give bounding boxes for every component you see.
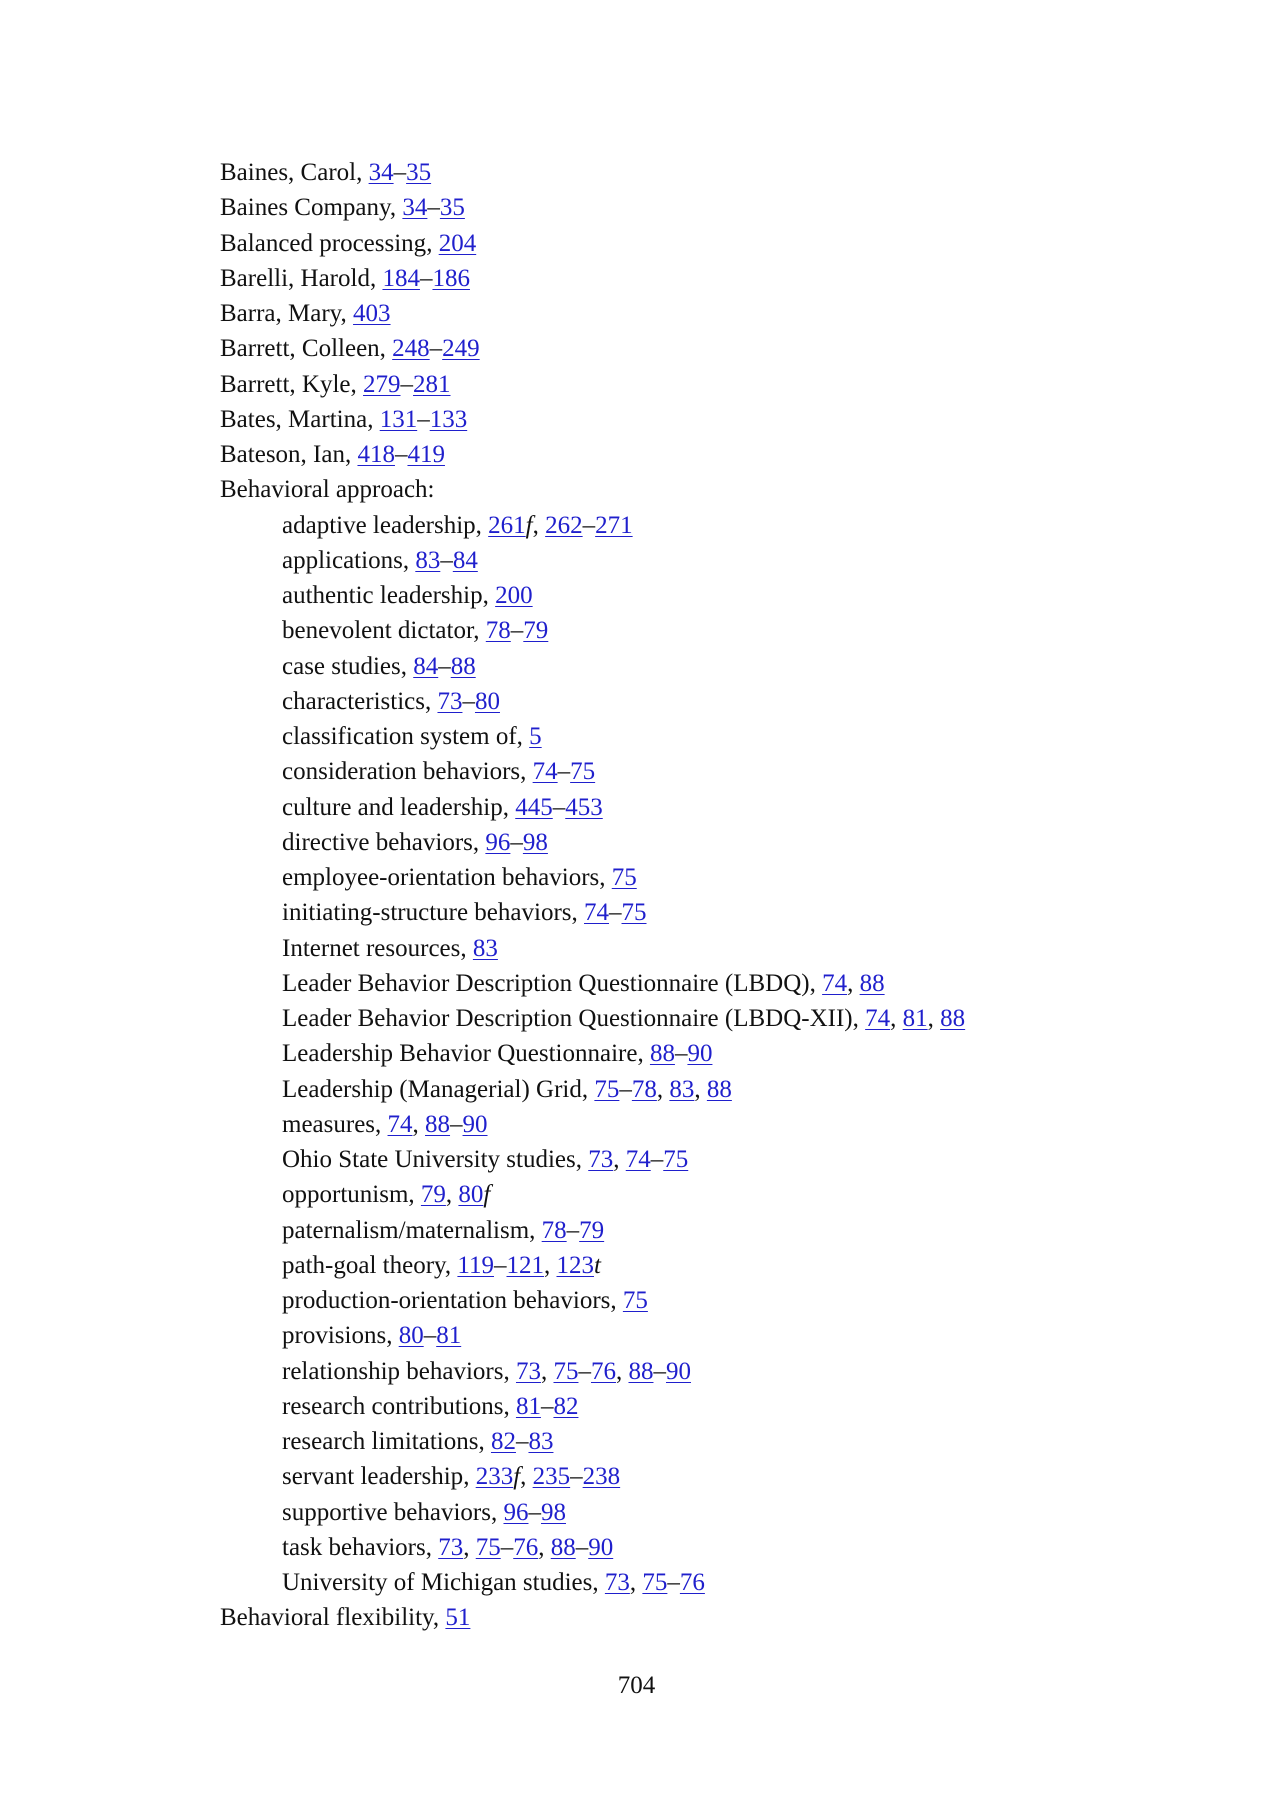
index-subentry [220,1565,1220,1600]
page-link[interactable]: 75 [622,1287,648,1314]
separator: , [529,1216,542,1244]
page-link[interactable]: 403 [353,300,391,327]
page-link[interactable]: 73 [604,1569,630,1596]
index-entry [220,437,1220,472]
separator: – [429,335,443,363]
index-subentry [220,1389,1220,1424]
figure-table-suffix: f [483,1181,491,1209]
page-link[interactable]: 75 [475,1533,501,1561]
page-link[interactable]: 98 [522,828,548,856]
index-term: paternalism/maternalism [282,1216,530,1244]
separator: – [578,1357,591,1385]
page-link[interactable]: 80 [398,1322,424,1350]
index-term: Balanced processing [220,229,427,257]
separator: , [694,1075,707,1103]
index-subentry [220,1318,1220,1353]
separator: – [528,1498,541,1526]
index-term: Ohio State University studies [282,1146,576,1173]
index-entry [220,331,1220,366]
page-link[interactable]: 121 [506,1251,544,1279]
separator: , [412,1110,426,1138]
separator: , [463,1463,476,1491]
separator: , [425,1533,439,1561]
separator: – [515,1428,529,1455]
separator: – [557,758,571,786]
separator: , [543,1251,557,1279]
index-entry [220,226,1220,261]
separator: , [852,1005,866,1032]
index-subentry [220,860,1220,895]
figure-table-suffix: t [593,1251,601,1279]
separator: , [478,1428,491,1455]
separator: , [400,652,414,680]
page-link[interactable]: 119 [457,1251,494,1279]
page-link[interactable]: 74 [625,1146,651,1173]
page-link[interactable]: 83 [472,934,498,962]
index-term: Barrett, Kyle [220,370,351,398]
separator: , [444,1251,458,1279]
page-link[interactable]: 34 [368,159,394,186]
page-link[interactable]: 35 [439,194,465,222]
index-term: University of Michigan studies [282,1569,593,1596]
separator: , [490,1498,504,1526]
page-link[interactable]: 74 [387,1110,413,1138]
index-term: case studies [282,652,401,680]
index-subentry [220,825,1220,860]
page-link[interactable]: 204 [438,229,477,257]
separator: – [438,652,451,680]
page-link[interactable]: 75 [570,758,596,786]
page-link[interactable]: 78 [485,617,511,645]
separator: , [350,370,364,398]
page-link[interactable]: 76 [513,1533,539,1561]
separator: , [460,934,473,962]
separator: , [516,723,530,750]
index-term: provisions [282,1322,387,1350]
index-term: Leadership (Managerial) Grid [282,1075,582,1103]
separator: – [609,899,622,927]
page-link[interactable]: 419 [407,441,445,468]
separator: , [402,546,416,574]
index-list [220,155,1220,1636]
page-link[interactable]: 98 [540,1498,566,1526]
separator: – [500,1533,514,1561]
separator: , [482,582,496,609]
index-term: Bates, Martina [220,405,368,433]
separator: , [375,1110,388,1138]
page-link[interactable]: 418 [357,441,395,468]
index-entry [220,190,1220,225]
page-link[interactable]: 83 [528,1428,554,1455]
separator: – [619,1075,632,1103]
page-link[interactable]: 51 [445,1604,471,1632]
index-entry [220,155,1220,190]
index-term: applications [282,546,403,574]
page-link[interactable]: 262 [545,511,583,539]
page-link[interactable]: 75 [611,864,637,891]
page-link[interactable]: 88 [628,1357,654,1385]
page-link[interactable]: 249 [442,335,480,363]
separator: – [462,687,475,715]
page-link[interactable]: 75 [621,899,647,927]
separator: , [637,1040,650,1068]
index-subentry [220,1142,1220,1177]
index-subentry [220,543,1220,578]
index-term: culture and leadership [282,793,503,821]
page-link[interactable]: 200 [495,582,533,609]
separator: , [463,1533,476,1561]
page-link[interactable]: 5 [529,723,542,750]
page-link[interactable]: 78 [631,1075,657,1103]
separator: – [674,1040,688,1068]
page-link[interactable]: 96 [485,828,511,856]
separator: – [417,405,430,433]
separator: , [581,1075,595,1103]
separator: , [389,194,403,222]
separator: , [890,1005,903,1032]
index-term: characteristics [282,687,425,715]
page-link[interactable]: 34 [402,194,428,222]
index-subentry [220,931,1220,966]
index-term: relationship behaviors [282,1357,504,1385]
separator: , [344,441,358,468]
index-subentry [220,1495,1220,1530]
page-link[interactable]: 81 [436,1322,462,1350]
separator: , [592,1569,605,1596]
separator: – [566,1216,580,1244]
page-link[interactable]: 74 [584,899,610,927]
separator: – [394,441,408,468]
separator: , [367,405,380,433]
page-link[interactable]: 35 [406,159,432,186]
index-subentry [220,1213,1220,1248]
page-link[interactable]: 76 [679,1569,705,1596]
page-link[interactable]: 78 [541,1216,567,1244]
page-link[interactable]: 73 [438,1533,464,1561]
page-link[interactable]: 75 [642,1569,668,1596]
index-term: Internet resources [282,934,461,962]
index-term: directive behaviors [282,828,473,856]
page-number: 704 [617,1672,656,1699]
index-term: benevolent dictator [282,617,474,645]
page-link[interactable]: 88 [940,1005,966,1032]
page-link[interactable]: 83 [669,1075,695,1103]
index-term: Barelli, Harold [220,264,370,292]
page-link[interactable]: 88 [706,1075,732,1103]
index-entry [220,1600,1220,1635]
separator: – [419,264,433,292]
page-link[interactable]: 235 [532,1463,571,1491]
page-link[interactable]: 81 [902,1005,928,1032]
page-link[interactable]: 75 [594,1075,620,1103]
index-subentry [220,1177,1220,1212]
index-subentry [220,1459,1220,1494]
index-term: Leader Behavior Description Questionnaire (LBDQ) [282,969,810,997]
separator: , [475,511,489,539]
index-term: production-orientation behaviors [282,1287,611,1314]
index-term: research limitations [282,1428,479,1455]
index-entry [220,367,1220,402]
index-subentry [220,895,1220,930]
separator: – [510,617,524,645]
page-link[interactable]: 83 [415,546,441,574]
separator: , [847,969,860,997]
separator: , [538,1533,551,1561]
index-subentry [220,1001,1220,1036]
separator: , [615,1357,629,1385]
page-link[interactable]: 88 [450,652,476,680]
separator: , [340,300,354,327]
index-term: task behaviors [282,1533,426,1561]
index-subentry [220,790,1220,825]
index-subentry [220,508,1220,543]
separator: – [427,194,440,222]
separator: – [667,1569,680,1596]
index-subentry [220,1107,1220,1142]
page-link[interactable]: 186 [432,264,470,292]
separator: – [400,370,414,398]
index-subentry [220,684,1220,719]
index-subentry [220,1036,1220,1071]
separator: – [653,1357,666,1385]
page-link[interactable]: 233 [475,1463,514,1491]
page-link[interactable]: 90 [665,1357,691,1385]
page-link[interactable]: 90 [462,1110,488,1138]
page-link[interactable]: 88 [425,1110,451,1138]
separator: , [629,1569,643,1596]
index-term: employee-orientation behaviors [282,864,600,891]
separator: – [582,511,596,539]
index-subentry [220,649,1220,684]
index-subentry [220,578,1220,613]
index-term: Barra, Mary [220,300,341,327]
page-link[interactable]: 445 [515,793,553,821]
index-subentry [220,1424,1220,1459]
separator: , [599,864,612,891]
separator: , [472,828,486,856]
page-link[interactable]: 79 [579,1216,605,1244]
page-link[interactable]: 261 [488,511,526,539]
index-term: Leader Behavior Description Questionnaire (LBDQ-XII) [282,1005,853,1032]
page-link[interactable]: 73 [515,1357,541,1385]
separator: – [393,159,407,186]
page-link[interactable]: 80 [458,1181,484,1209]
index-subentry [220,1248,1220,1283]
separator: – [440,546,453,574]
index-subentry [220,1283,1220,1318]
separator: , [809,969,823,997]
page-link[interactable]: 248 [392,335,430,363]
index-term: Leadership Behavior Questionnaire [282,1040,638,1068]
index-term: servant leadership [282,1463,464,1491]
page-link[interactable]: 73 [588,1146,614,1173]
page-link[interactable]: 90 [588,1533,614,1561]
page-link[interactable]: 84 [413,652,439,680]
separator: , [613,1146,626,1173]
separator: , [532,511,546,539]
index-term: authentic leadership [282,582,483,609]
index-term: adaptive leadership [282,511,476,539]
separator: , [927,1005,941,1032]
separator: , [656,1075,670,1103]
separator: , [386,1322,399,1350]
index-entry [220,402,1220,437]
separator: , [473,617,486,645]
page-link[interactable]: 88 [550,1533,576,1561]
separator: – [575,1533,589,1561]
index-term: research contributions [282,1392,504,1420]
separator: , [356,159,369,186]
page-link[interactable]: 73 [437,687,463,715]
page-link[interactable]: 76 [590,1357,616,1385]
separator: , [379,335,393,363]
separator: , [369,264,383,292]
separator: , [610,1287,623,1314]
separator: – [570,1463,583,1491]
separator: , [503,1392,516,1420]
page-link[interactable]: 75 [663,1146,689,1173]
page-link[interactable]: 281 [413,370,451,398]
index-term: initiating-structure behaviors [282,899,572,927]
index-subentry [220,1354,1220,1389]
separator: , [408,1181,421,1209]
page-link[interactable]: 96 [503,1498,529,1526]
page-link[interactable]: 88 [859,969,885,997]
index-term: classification system of [282,723,517,750]
page-link[interactable]: 184 [382,264,420,292]
index-term: measures [282,1110,376,1138]
page-link[interactable]: 79 [420,1181,446,1209]
page-link[interactable]: 75 [553,1357,579,1385]
page-link[interactable]: 82 [553,1392,579,1420]
page-link[interactable]: 133 [429,405,468,433]
separator: – [552,793,566,821]
page-link[interactable]: 123 [556,1251,594,1279]
index-term: Barrett, Colleen [220,335,380,363]
page-link[interactable]: 238 [582,1463,621,1491]
index-term: Bateson, Ian [220,441,345,468]
page-link[interactable]: 79 [523,617,549,645]
page-link[interactable]: 74 [822,969,848,997]
index-term: Behavioral flexibility [220,1604,433,1632]
separator: , [432,1604,446,1632]
separator: , [520,1463,533,1491]
page-link[interactable]: 279 [363,370,401,398]
page-link[interactable]: 80 [474,687,500,715]
index-term: supportive behaviors [282,1498,491,1526]
page-link[interactable]: 90 [687,1040,713,1068]
separator: , [503,1357,516,1385]
index-subentry [220,613,1220,648]
separator: – [493,1251,507,1279]
separator: , [540,1357,554,1385]
separator: – [423,1322,437,1350]
index-term: path-goal theory [282,1251,445,1279]
index-term: Baines Company [220,194,390,222]
index-subentry [220,1530,1220,1565]
index-term: opportunism [282,1181,409,1209]
figure-table-suffix: f [513,1463,521,1491]
separator: , [575,1146,589,1173]
index-subentry [220,1072,1220,1107]
page-link[interactable]: 453 [565,793,603,821]
figure-table-suffix: f [525,511,533,539]
separator: – [450,1110,463,1138]
page-link[interactable]: 84 [452,546,478,574]
separator: , [426,229,439,257]
separator: , [571,899,585,927]
separator: , [520,758,533,786]
separator: , [424,687,438,715]
page-link[interactable]: 131 [379,405,418,433]
separator: , [502,793,516,821]
index-entry [220,472,1220,507]
page-link[interactable]: 74 [532,758,558,786]
index-term: consideration behaviors [282,758,521,786]
page-link[interactable]: 88 [649,1040,675,1068]
page-link[interactable]: 74 [865,1005,891,1032]
index-subentry [220,966,1220,1001]
index-term: Behavioral approach: [220,476,435,504]
index-subentry [220,754,1220,789]
separator: – [510,828,523,856]
page-link[interactable]: 81 [515,1392,541,1420]
index-term: Baines, Carol [220,159,357,186]
separator: – [540,1392,554,1420]
index-entry [220,296,1220,331]
page-link[interactable]: 271 [595,511,633,539]
separator: , [445,1181,459,1209]
separator: – [650,1146,664,1173]
index-subentry [220,719,1220,754]
index-entry [220,261,1220,296]
page-link[interactable]: 82 [490,1428,516,1455]
